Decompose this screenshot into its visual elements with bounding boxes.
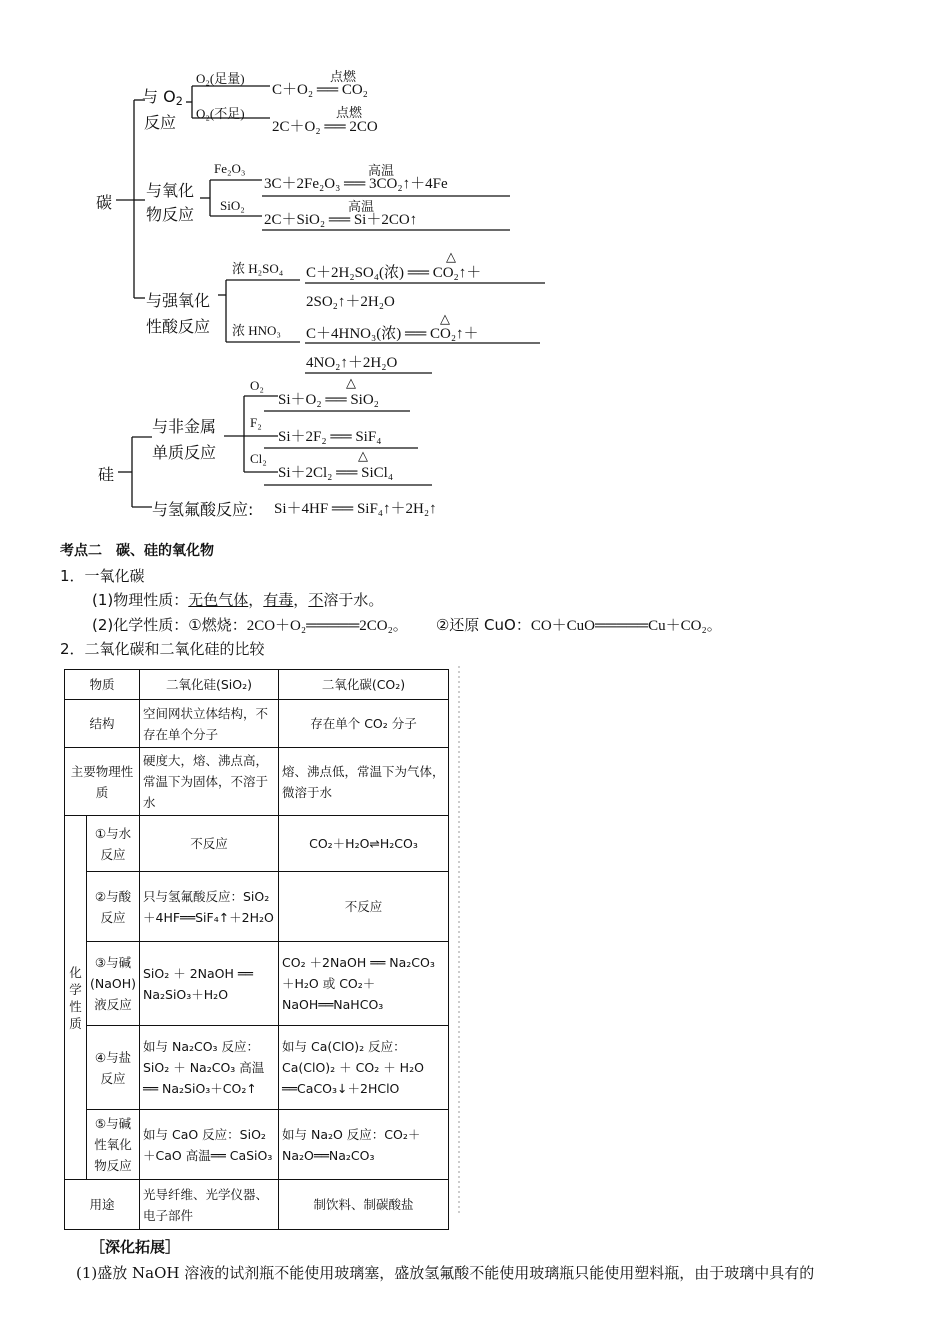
co2-acid: 不反应	[279, 872, 449, 942]
c-hno3-equation: C＋4HNO₃(浓) ══ CO₂↑＋	[306, 326, 479, 342]
table-row	[65, 1110, 449, 1180]
si-hf-equation: Si＋4HF ══ SiF₄↑＋2H₂↑	[274, 501, 437, 517]
header-sio2: 二氧化硅(SiO₂)	[140, 670, 279, 700]
heat-condition-3: △	[346, 376, 356, 391]
row-label-structure: 结构	[65, 700, 140, 748]
si-f2-equation: Si＋2F₂ ══ SiF₄	[278, 429, 382, 445]
acid-group-label: 与强氧化	[146, 291, 211, 310]
o2-group-label: 与 $O_2$	[142, 87, 183, 108]
si-o2-equation: Si＋O₂ ══ SiO₂	[278, 392, 379, 408]
co-physical-properties	[92, 589, 383, 610]
phys-not: 不	[308, 591, 324, 609]
co-chemical-properties	[92, 614, 722, 635]
sio2-physical: 硬度大，熔、沸点高，常温下为固体，不溶于水	[140, 748, 279, 816]
phys-soluble: 溶于水。	[323, 591, 384, 609]
sio2-structure: 空间网状立体结构，不存在单个分子	[140, 700, 279, 748]
sio2-condition: SiO₂	[220, 198, 245, 213]
o2-group-label-line2: 反应	[144, 113, 177, 132]
sio2-basic-oxide: 如与 CaO 反应：SiO₂＋CaO 高温══ CaSiO₃	[140, 1110, 279, 1180]
sio2-base: SiO₂ ＋ 2NaOH ══ Na₂SiO₃＋H₂O	[140, 942, 279, 1026]
conc-hno3-condition: 浓 HNO₃	[232, 323, 281, 338]
co-burn-equation: 2CO＋O₂═════2CO₂。	[246, 618, 408, 634]
reduce-cuo-label: ②还原 CuO：	[435, 616, 531, 634]
extend-paragraph: (1)盛放 NaOH 溶液的试剂瓶不能使用玻璃塞，盛放氢氟酸不能使用玻璃瓶只能使用塑料瓶，由于玻璃中具有的	[76, 1264, 815, 1282]
f2-condition: F₂	[250, 415, 262, 430]
header-co2: 二氧化碳(CO₂)	[279, 670, 449, 700]
co2-water: CO₂＋H₂O⇌H₂CO₃	[279, 816, 449, 872]
dotted-border	[458, 666, 462, 1216]
item-co-heading: 1．一氧化碳	[60, 567, 145, 585]
si-cl2-equation: Si＋2Cl₂ ══ SiCl₄	[278, 465, 394, 481]
carbon-root-label: 碳	[96, 193, 113, 212]
silicon-root-label: 硅	[98, 465, 115, 484]
table-header-row	[65, 670, 449, 700]
fe2o3-condition: Fe₂O₃	[214, 161, 246, 176]
table-row	[65, 942, 449, 1026]
table-row	[65, 700, 449, 748]
acid-group-label-line2: 性酸反应	[146, 317, 211, 336]
high-temp-condition-2: 高温	[348, 200, 375, 215]
ignite-condition-1: 点燃	[330, 70, 357, 85]
oxide-group-label: 与氧化	[146, 181, 195, 200]
co2-use: 制饮料、制碳酸盐	[279, 1180, 449, 1230]
sio2-salt: 如与 Na₂CO₃ 反应：SiO₂ ＋ Na₂CO₃ 高温══ Na₂SiO₃＋CO₂↑	[140, 1026, 279, 1110]
row-label-water: ①与水反应	[87, 816, 140, 872]
sio2-acid: 只与氢氟酸反应：SiO₂＋4HF══SiF₄↑＋2H₂O	[140, 872, 279, 942]
row-label-salt: ④与盐反应	[87, 1026, 140, 1110]
co2-base: CO₂ ＋2NaOH ══ Na₂CO₃＋H₂O 或 CO₂＋NaOH══NaHCO₃	[279, 942, 449, 1026]
phys-prefix: (1)物理性质：	[92, 591, 189, 609]
c-o2-co-equation: 2C＋O₂ ══ 2CO	[272, 119, 378, 135]
c-h2so4-equation: C＋2H₂SO₄(浓) ══ CO₂↑＋	[306, 265, 482, 281]
ignite-condition-2: 点燃	[336, 106, 363, 121]
sio2-use: 光导纤维、光学仪器、电子部件	[140, 1180, 279, 1230]
table-row	[65, 872, 449, 942]
c-fe2o3-equation: 3C＋2Fe₂O₃ ══ 3CO₂↑＋4Fe	[264, 176, 448, 192]
heat-condition-1: △	[446, 250, 456, 265]
cl2-condition: Cl₂	[250, 451, 267, 466]
table-row	[65, 816, 449, 872]
extend-heading: ［深化拓展］	[90, 1238, 181, 1256]
o2-condition: O₂	[250, 378, 264, 393]
hf-group-label: 与氢氟酸反应:	[152, 500, 254, 519]
c-hno3-products: 4NO₂↑＋2H₂O	[306, 355, 398, 371]
row-label-physical: 主要物理性质	[65, 748, 140, 816]
chem-prefix: (2)化学性质：①燃烧：	[92, 616, 247, 634]
item-comparison-heading: 2．二氧化碳和二氧化硅的比较	[60, 640, 265, 658]
nonmetal-group-label-line2: 单质反应	[152, 443, 217, 462]
sio2-water: 不反应	[140, 816, 279, 872]
co2-salt: 如与 Ca(ClO)₂ 反应：Ca(ClO)₂ ＋ CO₂ ＋ H₂O ══CaCO₃↓＋2HClO	[279, 1026, 449, 1110]
table-row	[65, 1180, 449, 1230]
row-label-chemical: 化学性质	[65, 816, 87, 1180]
section-heading: 考点二 碳、硅的氧化物	[60, 543, 214, 559]
o2-insufficient-condition: O₂(不足)	[196, 106, 245, 121]
c-o2-co2-equation: C＋O₂ ══ CO₂	[272, 82, 368, 98]
table-row	[65, 1026, 449, 1110]
c-h2so4-products: 2SO₂↑＋2H₂O	[306, 294, 395, 310]
high-temp-condition-1: 高温	[368, 164, 395, 179]
co2-basic-oxide: 如与 Na₂O 反应：CO₂＋Na₂O══Na₂CO₃	[279, 1110, 449, 1180]
comparison-table	[64, 669, 449, 1230]
co-cuo-equation: CO＋CuO═════Cu＋CO₂。	[530, 618, 722, 634]
phys-sep1: ，	[248, 591, 264, 609]
oxide-group-label-line2: 物反应	[146, 205, 195, 224]
co2-physical: 熔、沸点低，常温下为气体，微溶于水	[279, 748, 449, 816]
table-row	[65, 748, 449, 816]
phys-colorless-gas: 无色气体	[188, 591, 249, 609]
conc-h2so4-condition: 浓 H₂SO₄	[232, 261, 284, 276]
row-label-basic-oxide: ⑤与碱性氧化物反应	[87, 1110, 140, 1180]
o2-sufficient-condition: O₂(足量)	[196, 71, 245, 86]
phys-sep2: ，	[293, 591, 309, 609]
phys-toxic: 有毒	[263, 591, 294, 609]
header-substance: 物质	[65, 670, 140, 700]
c-sio2-equation: 2C＋SiO₂ ══ Si＋2CO↑	[264, 212, 418, 228]
row-label-use: 用途	[65, 1180, 140, 1230]
nonmetal-group-label: 与非金属	[152, 417, 217, 436]
heat-condition-2: △	[440, 312, 450, 327]
heat-condition-4: △	[358, 449, 368, 464]
row-label-acid: ②与酸反应	[87, 872, 140, 942]
co2-structure: 存在单个 CO₂ 分子	[279, 700, 449, 748]
row-label-base: ③与碱(NaOH)液反应	[87, 942, 140, 1026]
